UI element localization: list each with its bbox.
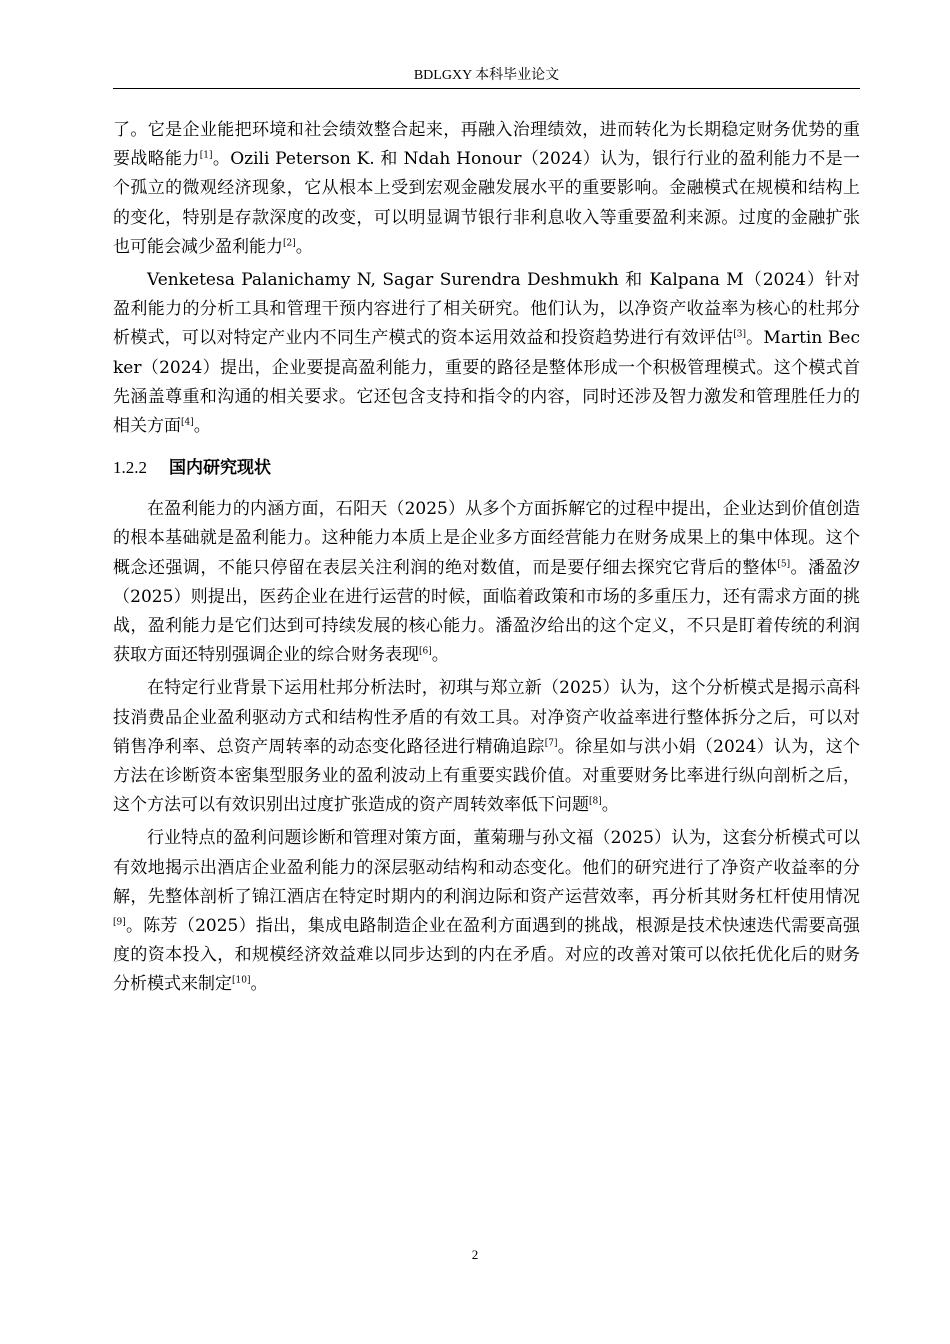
section-title: 国内研究现状 [169, 458, 271, 479]
citation-ref: [6] [419, 646, 432, 657]
paragraph-text: Venketesa Palanichamy N, Sagar Surendra Deshmukh 和 Kalpana M（2024）针对盈利能力的分析工具和管理干预内容进行了相关研究。他们认为，以净资产收益率为核心的杜邦分析模式，可以对特定产业内不同生产模式的资本运用效益和投资趋势进行有效评估 [113, 270, 860, 349]
citation-ref: [9] [113, 917, 126, 928]
citation-ref: [4] [181, 417, 194, 428]
paragraph-text: 。Ozili Peterson K. 和 Ndah Honour（2024）认为，银行行业的盈利能力不是一个孤立的微观经济现象，它从根本上受到宏观金融发展水平的重要影响。金融模式在规模和结构上的变化，特别是存款深度的改变，可以明显调节银行非利息收入等重要盈利来源。过度的金融扩张也可能会减少盈利能力 [113, 149, 860, 257]
citation-ref: [10] [232, 975, 251, 986]
paragraph-text: 。 [250, 974, 268, 995]
paragraph-text: 。 [431, 645, 449, 666]
paragraph-text: 在特定行业背景下运用杜邦分析法时，初琪与郑立新（2025）认为，这个分析模式是揭示高科技消费品企业盈利驱动方式和结构性矛盾的有效工具。对净资产收益率进行整体拆分之后，可以对销售净利率、总资产周转率的动态变化路径进行精确追踪 [113, 678, 860, 757]
running-header: BDLGXY 本科毕业论文 [413, 68, 560, 83]
paragraph-text: 。 [295, 236, 313, 257]
citation-ref: [2] [283, 238, 296, 249]
paragraph-text: 。 [601, 795, 619, 816]
paragraph-intl-1 [113, 116, 860, 262]
citation-ref: [7] [544, 738, 558, 749]
page-body [113, 116, 860, 1000]
citation-ref: [8] [589, 796, 602, 807]
paragraph-text: 在盈利能力的内涵方面，石阳天（2025）从多个方面拆解它的过程中提出，企业达到价值创造的根本基础就是盈利能力。这种能力本质上是企业多方面经营能力在财务成果上的集中体现。这个概念还强调，不能只停留在表层关注利润的绝对数值，而是要仔细去探究它背后的整体 [113, 499, 860, 578]
citation-ref: [5] [777, 558, 791, 569]
paragraph-text: 。潘盈汐（2025）则提出，医药企业在进行运营的时候，面临着政策和市场的多重压力，还有需求方面的挑战，盈利能力是它们达到可持续发展的核心能力。潘盈汐给出的这个定义，不只是盯着传统的利润获取方面还特别强调企业的综合财务表现 [113, 557, 861, 666]
paragraph-text: 。Martin Becker（2024）提出，企业要提高盈利能力，重要的路径是整体形成一个积极管理模式。这个模式首先涵盖尊重和沟通的相关要求。它还包含支持和指令的内容，同时还涉及智力激发和管理胜任力的相关方面 [113, 328, 860, 437]
paragraph-domestic-3 [113, 824, 860, 999]
header-divider [113, 88, 860, 89]
page-number: 2 [471, 1247, 479, 1262]
paragraph-text: 。徐星如与洪小娟（2024）认为，这个方法在诊断资本密集型服务业的盈利波动上有重要实践价值。对重要财务比率进行纵向剖析之后，这个方法可以有效识别出过度扩张造成的资产周转效率低下问题 [113, 736, 861, 816]
paragraph-text: 行业特点的盈利问题诊断和管理对策方面，董菊珊与孙文福（2025）认为，这套分析模式可以有效地揭示出酒店企业盈利能力的深层驱动结构和动态变化。他们的研究进行了净资产收益率的分解，先整体剖析了锦江酒店在特定时期内的利润边际和资产运营效率，再分析其财务杠杆使用情况 [113, 828, 860, 907]
section-heading [113, 455, 860, 481]
paragraph-text: 。陈芳（2025）指出，集成电路制造企业在盈利方面遇到的挑战，根源是技术快速迭代需要高强度的资本投入，和规模经济效益难以同步达到的内在矛盾。对应的改善对策可以依托优化后的财务分析模式来制定 [113, 916, 860, 995]
citation-ref: [3] [733, 329, 746, 340]
paragraph-intl-2 [113, 266, 860, 441]
paragraph-text: 。 [193, 416, 211, 437]
paragraph-domestic-1 [113, 495, 860, 670]
paragraph-domestic-2 [113, 674, 860, 820]
citation-ref: [1] [199, 150, 213, 161]
section-number: 1.2.2 [113, 458, 147, 478]
paragraph-text: 了。它是企业能把环境和社会绩效整合起来，再融入治理绩效，进而转化为长期稳定财务优势的重要战略能力 [113, 120, 860, 170]
